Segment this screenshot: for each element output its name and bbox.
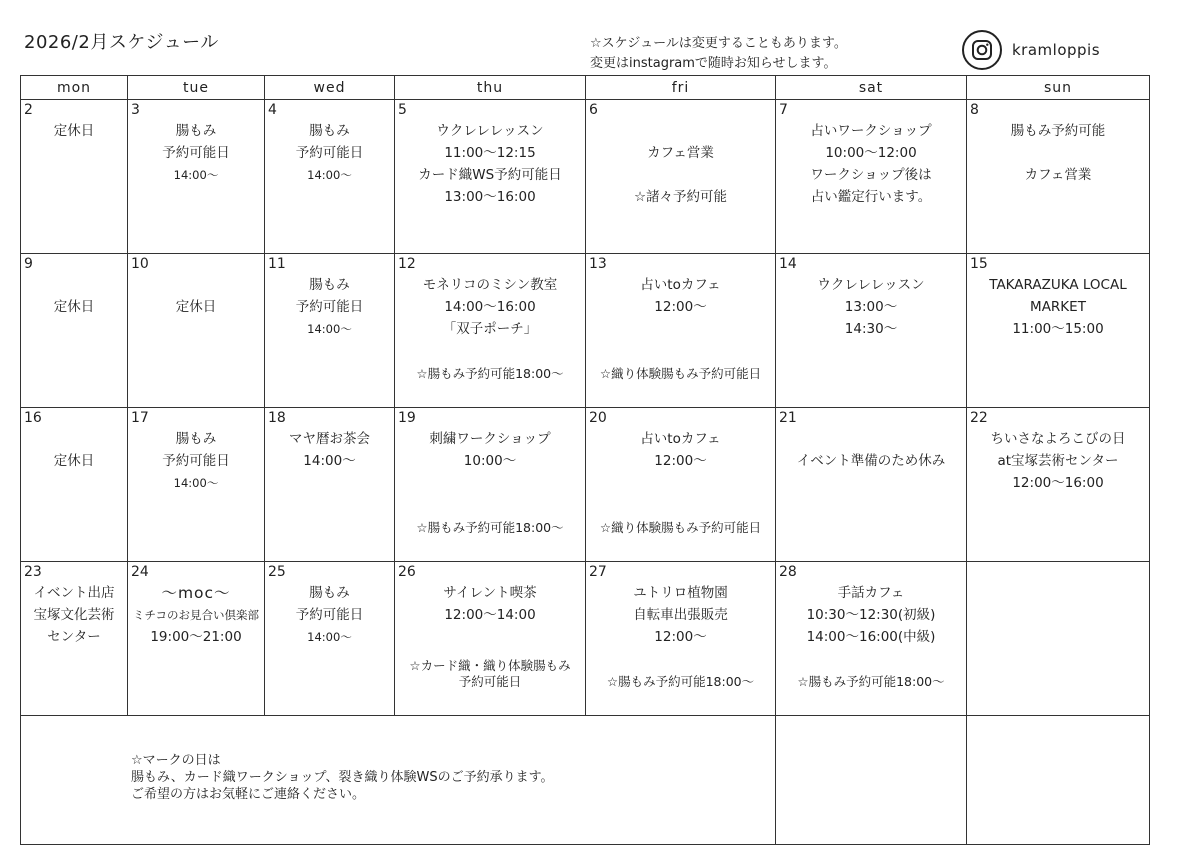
week-row [21, 254, 1150, 408]
day-cell [128, 408, 265, 562]
day-events [586, 254, 775, 318]
reservation-note: ☆織り体験腸もみ予約可能日 [599, 520, 762, 535]
day-cell [21, 100, 128, 254]
instagram-handle: kramloppis [1012, 41, 1101, 59]
calendar-grid [20, 75, 1150, 845]
event-line: ☆諸々予約可能 [633, 189, 728, 205]
day-number: 2 [24, 102, 33, 118]
event-line: イベント準備のため休み [796, 453, 946, 469]
event-line [21, 428, 127, 450]
event-line [21, 274, 127, 296]
footnote-row [21, 716, 1150, 845]
weekday-header-sat: sat [776, 76, 967, 100]
event-line: 10:00〜12:00 [825, 145, 917, 161]
event-line: 定休日 [53, 299, 95, 315]
event-line: 自転車出張販売 [633, 607, 728, 623]
notice-line-2: 変更はinstagramで随時お知らせします。 [590, 56, 837, 71]
day-number: 20 [589, 410, 607, 426]
schedule-notice [590, 34, 847, 74]
event-line: at宝塚芸術センター [997, 453, 1119, 469]
event-line: ウクレレレッスン [436, 123, 544, 139]
event-line [967, 142, 1149, 164]
day-cell [776, 100, 967, 254]
day-events [265, 100, 394, 186]
event-line: 占いワークショップ [810, 123, 932, 139]
event-line: 「双子ポーチ」 [442, 321, 538, 337]
empty-cell [776, 716, 967, 845]
event-line: 定休日 [175, 299, 217, 315]
day-cell [967, 408, 1150, 562]
footnote-line1: ☆マークの日は [131, 753, 221, 768]
day-events [967, 100, 1149, 186]
event-line [776, 428, 966, 450]
day-cell [128, 100, 265, 254]
event-line: 12:00〜 [654, 299, 707, 315]
day-number: 22 [970, 410, 988, 426]
day-events [21, 100, 127, 142]
event-line: 14:00〜16:00(中級) [806, 629, 936, 645]
day-events [586, 562, 775, 648]
day-cell [967, 562, 1150, 716]
event-line [586, 164, 775, 186]
day-cell [395, 100, 586, 254]
event-line: カフェ営業 [647, 145, 714, 161]
event-line: イベント出店 [33, 585, 115, 601]
event-line: 10:00〜 [463, 453, 517, 469]
event-line: 占い鑑定行います。 [810, 189, 932, 205]
notice-line-1: ☆スケジュールは変更することもあります。 [590, 36, 847, 51]
event-line: TAKARAZUKA LOCAL MARKET [989, 277, 1127, 315]
event-line: ウクレレレッスン [817, 277, 925, 293]
day-events [395, 408, 585, 472]
day-number: 9 [24, 256, 33, 272]
day-number: 10 [131, 256, 149, 272]
event-line: 定休日 [53, 453, 95, 469]
event-line: ミチコのお見合い倶楽部 [132, 608, 260, 622]
day-events [395, 562, 585, 626]
event-line: 占いtoカフェ [640, 277, 721, 293]
day-cell [586, 254, 776, 408]
event-time: 14:00〜 [307, 322, 352, 336]
day-number: 11 [268, 256, 286, 272]
event-line: 予約可能日 [295, 145, 364, 161]
event-line: 予約可能日 [295, 299, 364, 315]
day-events [967, 408, 1149, 494]
instagram-icon [962, 30, 1002, 70]
weekday-header-mon: mon [21, 76, 128, 100]
day-number: 8 [970, 102, 979, 118]
event-line: 刺繍ワークショップ [429, 431, 551, 447]
day-number: 26 [398, 564, 416, 580]
reservation-note: ☆腸もみ予約可能18:00〜 [606, 674, 755, 689]
weekday-header-sun: sun [967, 76, 1150, 100]
day-number: 3 [131, 102, 140, 118]
page-title: 2026/2月スケジュール [24, 32, 219, 53]
weekday-header-thu: thu [395, 76, 586, 100]
event-line: 13:00〜16:00 [444, 189, 536, 205]
event-line: 宝塚文化芸術 [33, 607, 115, 623]
day-number: 5 [398, 102, 407, 118]
day-number: 28 [779, 564, 797, 580]
event-time: 14:00〜 [173, 476, 219, 490]
day-number: 18 [268, 410, 286, 426]
instagram-link[interactable] [962, 30, 1100, 70]
day-cell [586, 562, 776, 716]
day-cell [395, 254, 586, 408]
weekday-header-fri: fri [586, 76, 776, 100]
footnote [131, 752, 554, 803]
day-events [586, 100, 775, 208]
empty-cell [967, 716, 1150, 845]
day-events [395, 100, 585, 208]
day-cell [395, 562, 586, 716]
day-number: 16 [24, 410, 42, 426]
footnote-line3: ご希望の方はお気軽にご連絡ください。 [131, 787, 366, 802]
reservation-note: ☆織り体験腸もみ予約可能日 [599, 366, 762, 381]
day-events [776, 408, 966, 472]
weekday-header-tue: tue [128, 76, 265, 100]
event-line: 腸もみ [309, 123, 350, 139]
day-cell [586, 100, 776, 254]
event-line [128, 274, 264, 296]
day-number: 14 [779, 256, 797, 272]
reservation-note: ☆カード織・織り体験腸もみ [409, 658, 571, 673]
event-line: 予約可能日 [162, 145, 230, 161]
event-line: マヤ暦お茶会 [289, 431, 370, 447]
day-cell [776, 562, 967, 716]
weekday-header-row [21, 76, 1150, 100]
day-cell [265, 100, 395, 254]
day-number: 21 [779, 410, 797, 426]
day-events [586, 408, 775, 472]
day-events [967, 254, 1149, 340]
reservation-note: ☆腸もみ予約可能18:00〜 [416, 366, 564, 381]
event-line: 14:30〜 [844, 321, 898, 337]
day-events [776, 562, 966, 648]
event-line: カード織WS予約可能日 [418, 167, 562, 183]
day-cell [776, 254, 967, 408]
day-number: 25 [268, 564, 286, 580]
reservation-note: ☆腸もみ予約可能18:00〜 [797, 674, 945, 689]
footnote-line2: 腸もみ、カード織ワークショップ、裂き織り体験WSのご予約承ります。 [131, 770, 554, 785]
event-line: 14:00〜16:00 [444, 299, 536, 315]
week-row [21, 408, 1150, 562]
reservation-note: 予約可能日 [458, 674, 522, 689]
event-line: 19:00〜21:00 [150, 629, 242, 645]
day-cell [265, 408, 395, 562]
day-cell [265, 254, 395, 408]
event-line: ワークショップ後は [810, 167, 932, 183]
day-number: 6 [589, 102, 598, 118]
day-number: 19 [398, 410, 416, 426]
day-number: 12 [398, 256, 416, 272]
day-number: 13 [589, 256, 607, 272]
day-cell [776, 408, 967, 562]
reservation-note: ☆腸もみ予約可能18:00〜 [416, 520, 564, 535]
day-cell [128, 254, 265, 408]
day-cell [967, 254, 1150, 408]
day-number: 17 [131, 410, 149, 426]
event-line: 12:00〜 [654, 453, 707, 469]
event-line: 予約可能日 [162, 453, 230, 469]
day-events [967, 562, 1149, 582]
event-line: 定休日 [53, 123, 95, 139]
day-number: 15 [970, 256, 988, 272]
event-line: 11:00〜15:00 [1012, 321, 1104, 337]
day-number: 27 [589, 564, 607, 580]
event-line: 腸もみ [175, 123, 217, 139]
day-cell [21, 254, 128, 408]
day-events [395, 254, 585, 340]
event-line: 占いtoカフェ [640, 431, 721, 447]
day-events [21, 254, 127, 318]
day-events [128, 100, 264, 186]
event-line: 手話カフェ [837, 585, 905, 601]
event-time: 14:00〜 [307, 168, 352, 182]
event-line: ユトリロ植物園 [633, 585, 728, 601]
event-line: 12:00〜16:00 [1012, 475, 1104, 491]
footnote-cell [21, 716, 776, 845]
event-time: 14:00〜 [307, 630, 352, 644]
event-line: サイレント喫茶 [443, 585, 537, 601]
day-cell [586, 408, 776, 562]
event-line: 腸もみ予約可能 [1010, 123, 1106, 139]
day-cell [265, 562, 395, 716]
event-line: 14:00〜 [303, 453, 356, 469]
week-row [21, 562, 1150, 716]
event-line: 11:00〜12:15 [444, 145, 536, 161]
day-cell [128, 562, 265, 716]
event-line: 腸もみ [309, 585, 350, 601]
event-line: 腸もみ [175, 431, 217, 447]
event-title: 〜moc〜 [161, 584, 231, 602]
event-line: カフェ営業 [1024, 167, 1092, 183]
event-line: 10:30〜12:30(初級) [806, 607, 936, 623]
day-number: 4 [268, 102, 277, 118]
day-number: 24 [131, 564, 149, 580]
event-line: モネリコのミシン教室 [422, 277, 558, 293]
day-number: 7 [779, 102, 788, 118]
event-line: 12:00〜14:00 [444, 607, 536, 623]
event-line: 予約可能日 [295, 607, 364, 623]
day-cell [21, 562, 128, 716]
day-cell [395, 408, 586, 562]
event-line: 腸もみ [309, 277, 350, 293]
day-events [776, 254, 966, 340]
event-time: 14:00〜 [173, 168, 219, 182]
event-line: 13:00〜 [844, 299, 898, 315]
event-line: センター [47, 629, 101, 645]
weekday-header-wed: wed [265, 76, 395, 100]
day-cell [967, 100, 1150, 254]
day-events [776, 100, 966, 208]
event-line: ちいさなよろこびの日 [990, 431, 1126, 447]
event-line: 12:00〜 [654, 629, 707, 645]
day-cell [21, 408, 128, 562]
event-line [586, 120, 775, 142]
day-number: 23 [24, 564, 42, 580]
week-row [21, 100, 1150, 254]
